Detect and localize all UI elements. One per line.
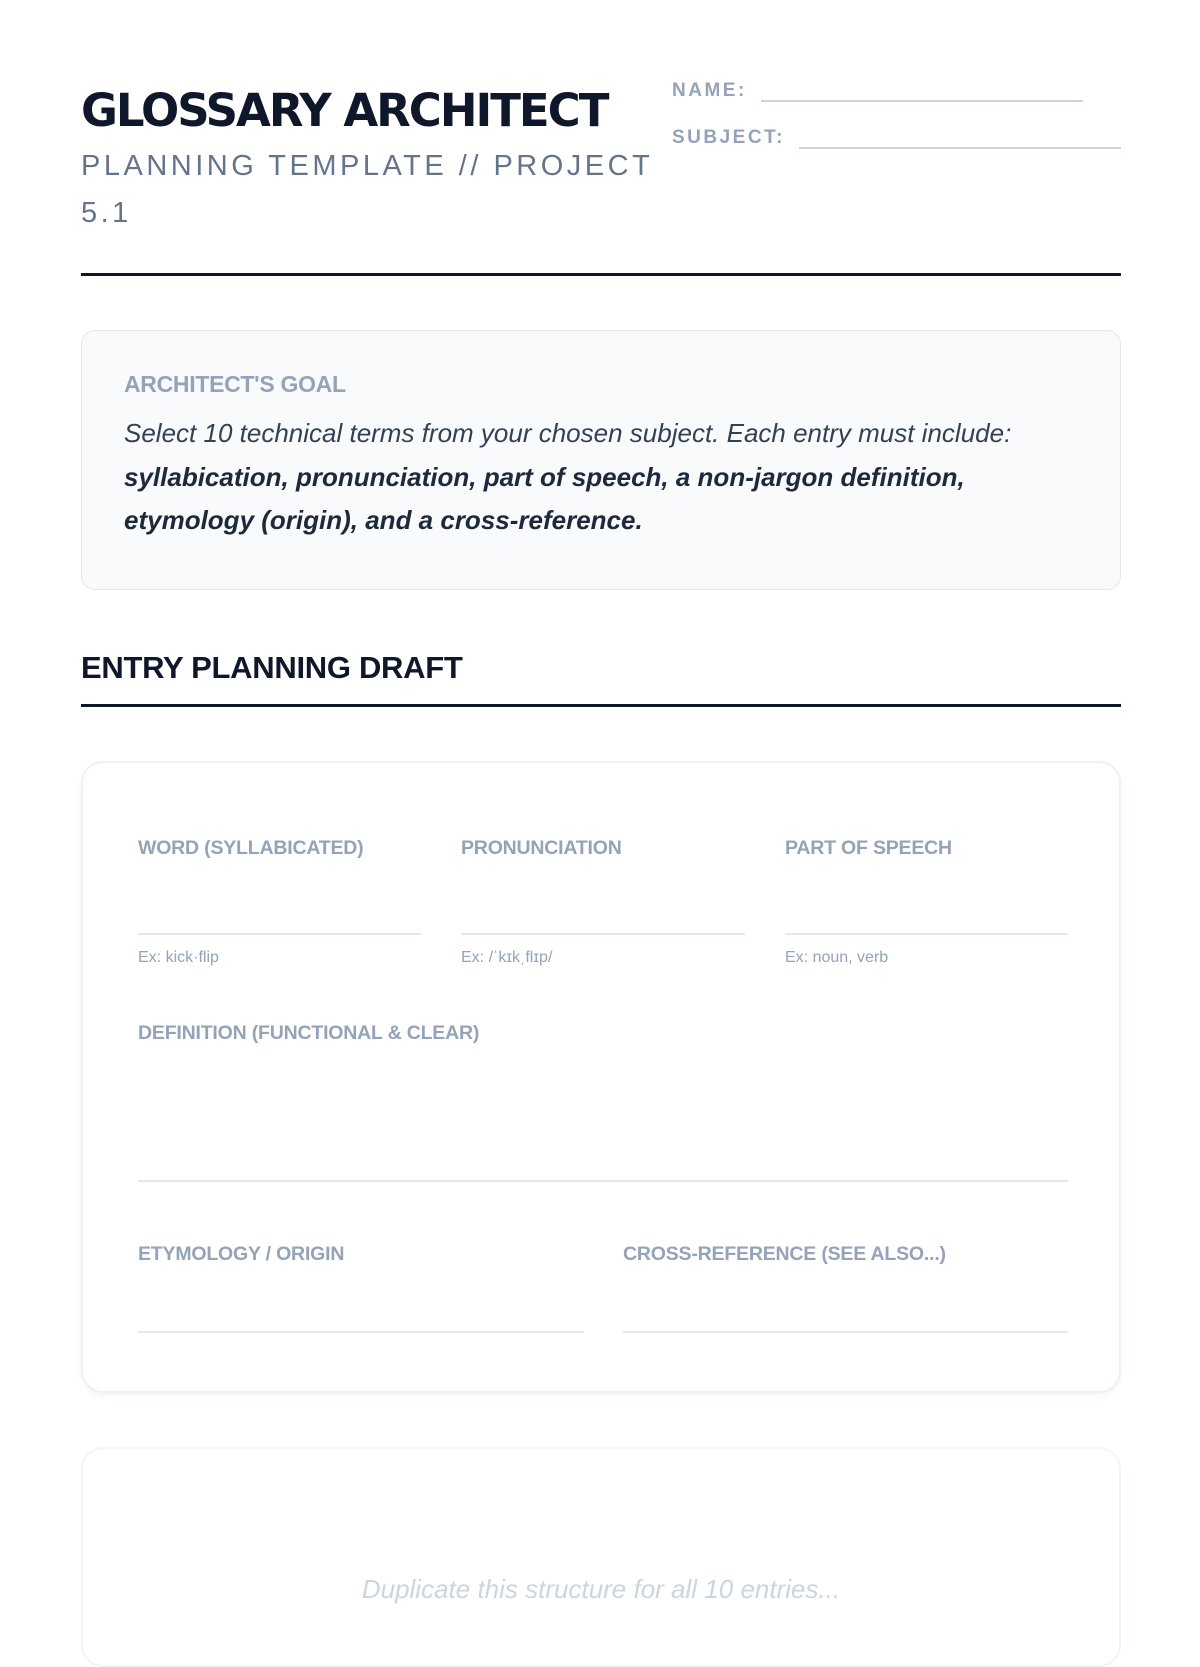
- definition-field[interactable]: [138, 1022, 1068, 1045]
- part-of-speech-label: PART OF SPEECH: [785, 837, 952, 859]
- placeholder-entry-card: [81, 1447, 1121, 1667]
- name-input-line[interactable]: [761, 100, 1083, 102]
- page-subtitle: PLANNING TEMPLATE // PROJECT 5.1: [81, 150, 653, 229]
- goal-text: [124, 412, 1078, 543]
- etymology-input-line[interactable]: [138, 1331, 584, 1333]
- word-field[interactable]: [138, 837, 421, 966]
- pronunciation-hint: Ex: /ˈkɪkˌflɪp/: [461, 949, 553, 966]
- word-input-line[interactable]: [138, 933, 421, 935]
- pronunciation-field[interactable]: [461, 837, 745, 966]
- part-of-speech-field[interactable]: [785, 837, 1068, 966]
- cross-reference-field[interactable]: [623, 1243, 1068, 1266]
- glossary-planning-page: [81, 0, 1121, 1604]
- goal-title: ARCHITECT'S GOAL: [124, 371, 346, 397]
- etymology-field[interactable]: [138, 1243, 584, 1266]
- duplicate-note: Duplicate this structure for all 10 entries...: [361, 1574, 841, 1604]
- entry-card: [81, 761, 1121, 1393]
- goal-box: [81, 330, 1121, 590]
- name-field[interactable]: [672, 80, 1083, 102]
- part-of-speech-hint: Ex: noun, verb: [785, 949, 889, 966]
- page-header: [81, 0, 1121, 276]
- word-label: WORD (SYLLABICATED): [138, 837, 364, 859]
- goal-text-requirements: syllabication, pronunciation, part of speech, a non-jargon definition, etymology (origin), and a cross-reference.: [124, 461, 965, 535]
- subject-field[interactable]: [672, 127, 1121, 149]
- subject-label: SUBJECT:: [672, 127, 785, 148]
- etymology-label: ETYMOLOGY / ORIGIN: [138, 1243, 345, 1265]
- goal-text-intro: Select 10 technical terms from your chosen subject. Each entry must include:: [124, 418, 1012, 448]
- section-title: ENTRY PLANNING DRAFT: [81, 640, 1121, 707]
- name-label: NAME:: [672, 80, 747, 101]
- definition-input-line[interactable]: [138, 1180, 1068, 1182]
- page-title: GLOSSARY ARCHITECT: [81, 84, 608, 137]
- pronunciation-label: PRONUNCIATION: [461, 837, 622, 859]
- subject-input-line[interactable]: [799, 147, 1121, 149]
- cross-reference-label: CROSS-REFERENCE (SEE ALSO...): [623, 1243, 946, 1265]
- part-of-speech-input-line[interactable]: [785, 933, 1068, 935]
- pronunciation-input-line[interactable]: [461, 933, 745, 935]
- word-hint: Ex: kick·flip: [138, 949, 219, 966]
- cross-reference-input-line[interactable]: [623, 1331, 1068, 1333]
- definition-label: DEFINITION (FUNCTIONAL & CLEAR): [138, 1022, 480, 1044]
